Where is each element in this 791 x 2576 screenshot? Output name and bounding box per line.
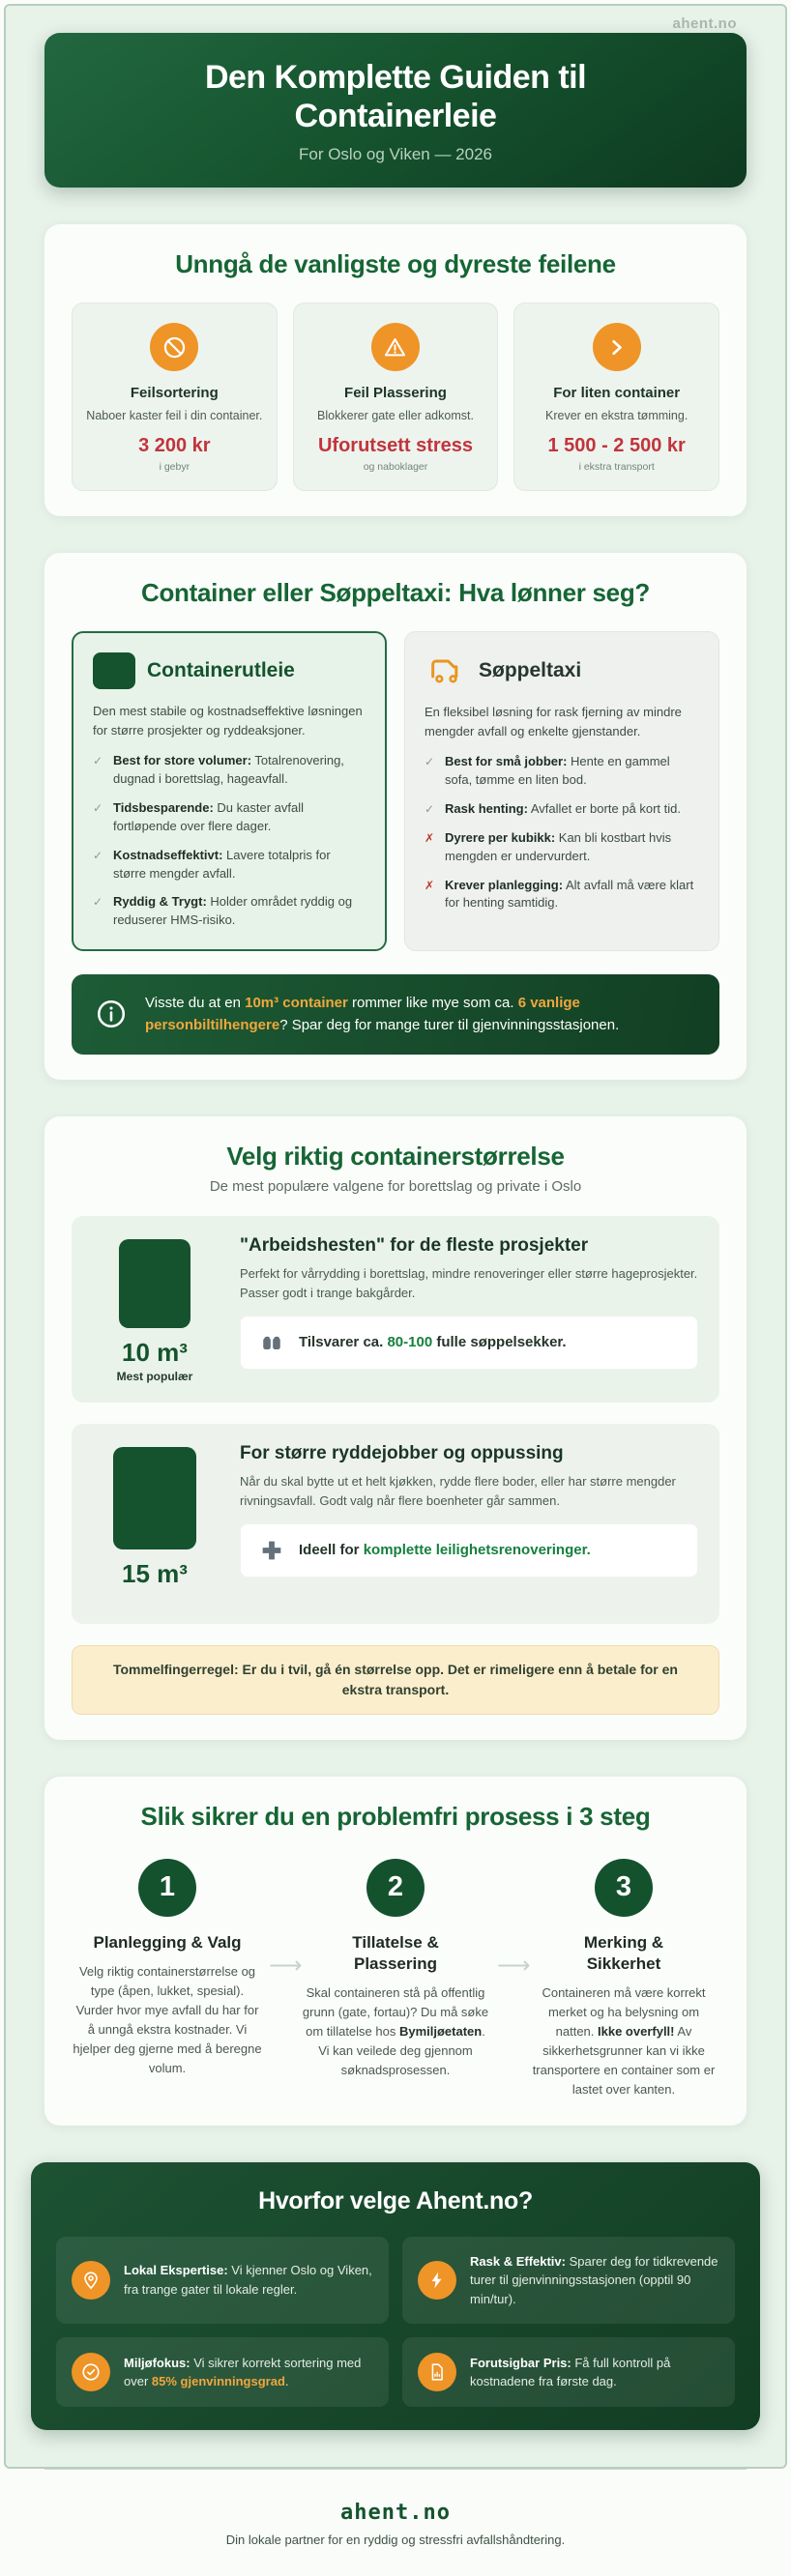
list-item: ✓ Tidsbesparende: Du kaster avfall fortløpende over flere dager. xyxy=(93,799,366,836)
mistake-desc: Blokkerer gate eller adkomst. xyxy=(317,409,474,423)
step-body: Velg riktig containerstørrelse og type (åpen, lukket, spesial). Vurder hvor mye avfall du har for å unngå ekstra kostnader. Vi hjelper deg gjerne med å beregne volum. xyxy=(73,1963,262,2076)
sizes-title: Velg riktig containerstørrelse xyxy=(226,1141,565,1171)
size-volume: 15 m³ xyxy=(122,1558,188,1588)
container-rental-header xyxy=(93,652,366,689)
cross-icon: ✗ xyxy=(425,878,435,892)
mistake-desc: Krever en ekstra tømming. xyxy=(545,409,688,423)
truck-icon xyxy=(425,651,467,690)
location-pin-icon xyxy=(72,2261,110,2300)
why-tile-forutsigbar-pris: Forutsigbar Pris: Få full kontroll på kostnadene fra første dag. xyxy=(402,2337,735,2407)
size-note-text: Tilsvarer ca. 80-100 fulle søppelsekker. xyxy=(299,1334,567,1351)
mistake-title: Feilsortering xyxy=(130,385,219,402)
why-tile-lokal-ekspertise: Lokal Ekspertise: Vi kjenner Oslo og Viken, fra trange gater til lokale regler. xyxy=(56,2237,389,2325)
list-item: ✓ Rask henting: Avfallet er borte på kort tid. xyxy=(425,800,699,819)
check-icon: ✓ xyxy=(93,754,103,768)
footer xyxy=(6,2469,785,2576)
info-icon xyxy=(95,998,128,1030)
fact-banner xyxy=(72,974,719,1055)
step-number-badge: 2 xyxy=(366,1859,425,1917)
size-heading: For større ryddejobber og oppussing xyxy=(240,1442,564,1463)
section-comparison xyxy=(44,553,747,1079)
container-rental-card xyxy=(72,631,387,951)
waste-taxi-list xyxy=(425,753,699,912)
page-subtitle: For Oslo og Viken — 2026 xyxy=(298,145,492,164)
mistake-caption: i ekstra transport xyxy=(578,461,655,474)
trash-bags-icon xyxy=(258,1329,285,1356)
size-note xyxy=(240,1316,698,1370)
waste-taxi-card xyxy=(404,631,719,951)
list-item: ✓ Best for store volumer: Totalrenovering, dugnad i borettslag, hageavfall. xyxy=(93,752,366,789)
page-title: Den Komplette Guiden til Containerleie xyxy=(204,59,587,135)
arrow-right-icon: ⟶ xyxy=(497,1952,531,1979)
container-rental-title: Containerutleie xyxy=(147,659,295,682)
size-badge xyxy=(93,1591,217,1605)
watermark-text: ahent.no xyxy=(672,15,737,32)
list-item: ✓ Ryddig & Trygt: Holder området ryddig og reduserer HMS-risiko. xyxy=(93,893,366,930)
waste-taxi-header xyxy=(425,651,699,690)
section-steps xyxy=(44,1777,747,2126)
comparison-grid xyxy=(72,631,719,951)
footer-tagline: Din lokale partner for en ryddig og stressfri avfallshåndtering. xyxy=(225,2533,566,2548)
divider xyxy=(44,2469,747,2470)
header-banner xyxy=(44,33,747,188)
list-item: ✗ Dyrere per kubikk: Kan bli kostbart hvis mengden er undervurdert. xyxy=(425,829,699,866)
step-number-badge: 3 xyxy=(595,1859,653,1917)
chevron-right-icon xyxy=(593,323,641,371)
mistake-title: For liten container xyxy=(553,385,681,402)
mistakes-grid xyxy=(72,303,719,491)
size-note-text: Ideell for komplette leilighetsrenoveringer. xyxy=(299,1542,591,1559)
check-icon: ✓ xyxy=(93,848,103,862)
mistake-caption: i gebyr xyxy=(159,461,190,474)
waste-taxi-title: Søppeltaxi xyxy=(479,659,582,682)
check-circle-icon xyxy=(72,2353,110,2391)
lightning-bolt-icon xyxy=(418,2261,456,2300)
mistake-title: Feil Plassering xyxy=(344,385,447,402)
container-rental-list xyxy=(93,752,366,930)
container-shape-icon xyxy=(119,1239,190,1328)
prohibition-icon xyxy=(150,323,198,371)
container-rental-intro: Den mest stabile og kostnadseffektive løsningen for større prosjekter og ryddeaksjoner. xyxy=(93,704,363,738)
mistake-caption: og naboklager xyxy=(363,461,428,474)
step-planlegging xyxy=(72,1859,263,2100)
container-shape-icon xyxy=(113,1447,196,1549)
why-grid xyxy=(56,2237,735,2408)
list-item: ✗ Krever planlegging: Alt avfall må være klart for henting samtidig. xyxy=(425,877,699,913)
step-merking xyxy=(528,1859,719,2100)
check-icon: ✓ xyxy=(93,895,103,910)
mistakes-title: Unngå de vanligste og dyreste feilene xyxy=(175,249,616,279)
infographic-page xyxy=(4,4,787,2548)
list-item: ✓ Kostnadseffektivt: Lavere totalpris for større mengder avfall. xyxy=(93,847,366,883)
why-title: Hvorfor velge Ahent.no? xyxy=(258,2186,533,2214)
size-desc: Perfekt for vårrydding i borettslag, mindre renoveringer eller større hageprosjekter. Passer godt i trange bakgårder. xyxy=(240,1265,698,1300)
size-card-15m3 xyxy=(72,1424,719,1624)
step-number-badge: 1 xyxy=(138,1859,196,1917)
size-visual xyxy=(93,1235,217,1383)
fact-text: Visste du at en 10m³ container rommer like mye som ca. 6 vanlige personbiltilhengere? Spar deg for mange turer til gjenvinningsstasjonen. xyxy=(145,995,620,1034)
size-card-10m3 xyxy=(72,1216,719,1403)
check-icon: ✓ xyxy=(425,755,435,769)
size-volume: 10 m³ xyxy=(122,1337,188,1367)
steps-grid xyxy=(72,1859,719,2100)
renovation-icon xyxy=(258,1537,285,1564)
step-title: Tillatelse & Plassering xyxy=(352,1932,439,1973)
mistake-card-feilsortering xyxy=(72,303,278,491)
mistake-cost: 1 500 - 2 500 kr xyxy=(547,435,686,457)
step-tillatelse xyxy=(300,1859,491,2100)
rule-of-thumb-tip: Tommelfingerregel: Er du i tvil, gå én størrelse opp. Det er rimeligere enn å betale for en ekstra transport. xyxy=(72,1645,719,1715)
mistake-card-feil-plassering xyxy=(293,303,499,491)
document-icon xyxy=(418,2353,456,2391)
comparison-title: Container eller Søppeltaxi: Hva lønner seg? xyxy=(140,578,650,608)
brand-logo: ahent.no xyxy=(340,2501,451,2526)
step-body: Skal containeren stå på offentlig grunn (gate, fortau)? Du må søke om tillatelse hos Bymiljøetaten. Vi kan veilede deg gjennom søknadsprosessen. xyxy=(302,1984,489,2078)
section-sizes xyxy=(44,1116,747,1740)
step-title: Merking & Sikkerhet xyxy=(583,1932,664,1973)
section-why-ahent xyxy=(31,2162,760,2431)
step-body: Containeren må være korrekt merket og ha belysning om natten. Ikke overfyll! Av sikkerhetsgrunner kan vi ikke transportere en container som er lastet over kanten. xyxy=(532,1984,716,2098)
cross-icon: ✗ xyxy=(425,830,435,845)
size-desc: Når du skal bytte ut et helt kjøkken, rydde flere boder, eller har større mengder rivningsavfall. Godt valg når flere boenheter går sammen. xyxy=(240,1473,676,1508)
steps-title: Slik sikrer du en problemfri prosess i 3 steg xyxy=(140,1801,651,1831)
list-item: ✓ Best for små jobber: Hente en gammel sofa, tømme en liten bod. xyxy=(425,753,699,790)
check-icon: ✓ xyxy=(93,801,103,816)
size-visual xyxy=(93,1443,217,1605)
warning-icon xyxy=(371,323,420,371)
mistake-cost: 3 200 kr xyxy=(138,435,211,457)
size-heading: "Arbeidshesten" for de fleste prosjekter xyxy=(240,1234,589,1256)
sizes-subtitle: De mest populære valgene for borettslag og private i Oslo xyxy=(209,1177,582,1195)
mistake-card-for-liten-container xyxy=(513,303,719,491)
size-note xyxy=(240,1523,698,1577)
step-title: Planlegging & Valg xyxy=(93,1932,242,1952)
waste-taxi-intro: En fleksibel løsning for rask fjerning av mindre mengder avfall og enkelte gjenstander. xyxy=(425,705,682,738)
mistake-cost: Uforutsett stress xyxy=(317,435,474,457)
section-mistakes xyxy=(44,224,747,516)
container-icon xyxy=(93,652,135,689)
why-tile-rask-effektiv: Rask & Effektiv: Sparer deg for tidkrevende turer til gjenvinningsstasjonen (opptil 90 min/tur). xyxy=(402,2237,735,2325)
why-tile-miljofokus: Miljøfokus: Vi sikrer korrekt sortering med over 85% gjenvinningsgrad. xyxy=(56,2337,389,2407)
check-icon: ✓ xyxy=(425,802,435,817)
mistake-desc: Naboer kaster feil i din container. xyxy=(86,409,263,423)
arrow-right-icon: ⟶ xyxy=(269,1952,303,1979)
size-badge: Mest populær xyxy=(116,1369,193,1383)
